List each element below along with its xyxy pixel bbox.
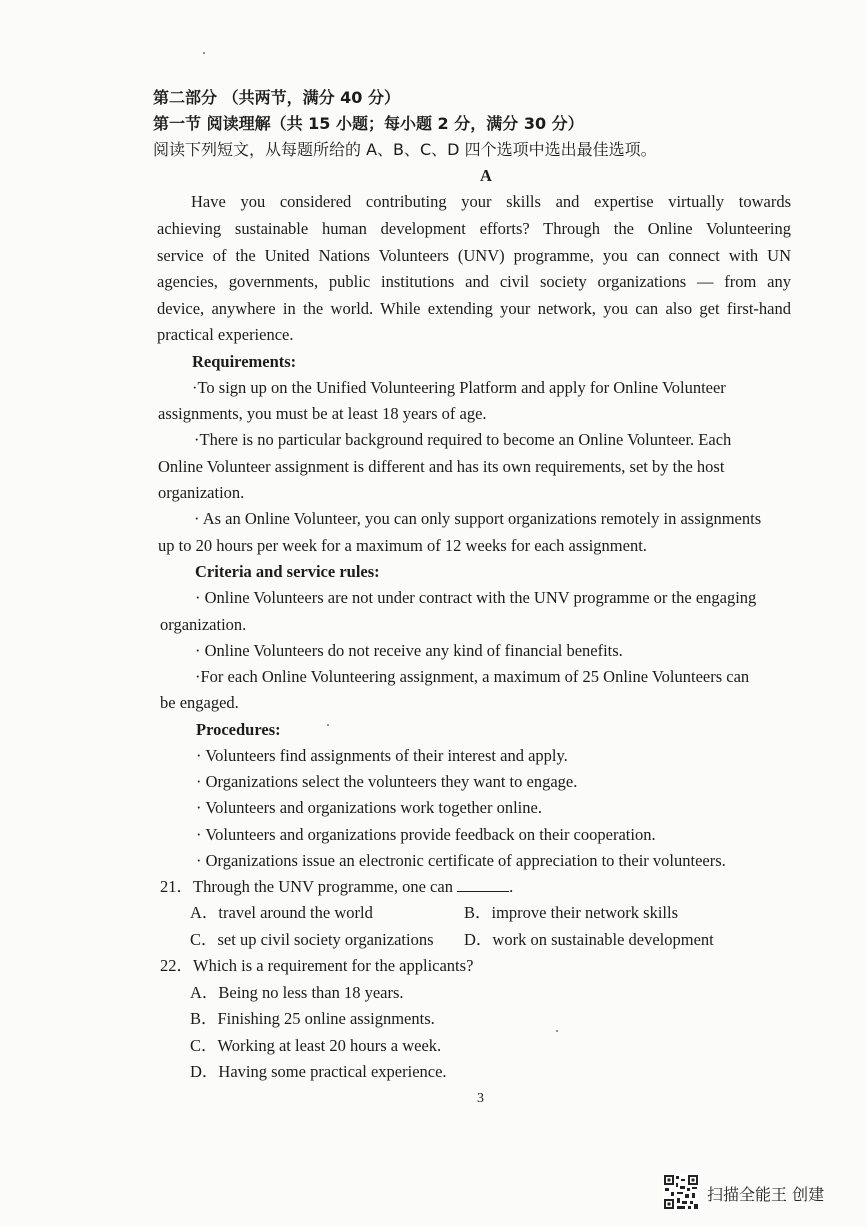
intro-line: practical experience. xyxy=(157,325,294,344)
part-heading: 第二部分 （共两节，满分 40 分） xyxy=(153,88,400,107)
requirements-line: organization. xyxy=(158,483,245,502)
requirements-line: · As an Online Volunteer, you can only support organizations remotely in assignments xyxy=(194,509,762,528)
procedures-heading: Procedures: xyxy=(196,720,281,739)
option-22-a: A．Being no less than 18 years. xyxy=(190,983,404,1002)
option-22-b: B．Finishing 25 online assignments. xyxy=(190,1009,435,1028)
scan-speck xyxy=(203,52,205,54)
section-heading: 第一节 阅读理解（共 15 小题；每小题 2 分，满分 30 分） xyxy=(153,114,584,133)
procedures-line: · Organizations issue an electronic certificate of appreciation to their volunteers. xyxy=(196,851,726,870)
intro-line: agencies, governments, public institutions and civil society organizations — from any xyxy=(157,272,791,291)
scan-speck xyxy=(327,724,329,726)
requirements-line: ·To sign up on the Unified Volunteering Platform and apply for Online Volunteer xyxy=(192,378,726,397)
criteria-line: be engaged. xyxy=(160,693,239,712)
procedures-line: · Volunteers and organizations provide feedback on their cooperation. xyxy=(196,825,656,844)
requirements-line: Online Volunteer assignment is different and has its own requirements, set by the host xyxy=(158,457,725,476)
option-21-a: A．travel around the world xyxy=(190,903,373,922)
intro-line: service of the United Nations Volunteers (UNV) programme, you can connect with UN xyxy=(157,246,791,265)
criteria-line: · Online Volunteers are not under contract with the UNV programme or the engaging xyxy=(195,588,757,607)
intro-line: achieving sustainable human development efforts? Through the Online Volunteering xyxy=(157,219,791,238)
answer-blank xyxy=(457,877,509,892)
page-number: 3 xyxy=(477,1091,484,1106)
option-22-c: C．Working at least 20 hours a week. xyxy=(190,1036,442,1055)
requirements-line: ·There is no particular background required to become an Online Volunteer. Each xyxy=(194,430,732,449)
scan-speck xyxy=(556,1030,558,1032)
requirements-line: assignments, you must be at least 18 years of age. xyxy=(158,404,487,423)
procedures-line: · Volunteers find assignments of their interest and apply. xyxy=(196,746,568,765)
question-21-stem: 21．Through the UNV programme, one can xyxy=(160,877,453,896)
criteria-line: · Online Volunteers do not receive any kind of financial benefits. xyxy=(195,641,623,660)
option-21-d: D．work on sustainable development xyxy=(464,930,714,949)
qr-code-icon xyxy=(663,1174,699,1210)
question-22-stem: 22．Which is a requirement for the applicants? xyxy=(160,956,474,975)
requirements-line: up to 20 hours per week for a maximum of 12 weeks for each assignment. xyxy=(158,536,647,555)
requirements-heading: Requirements: xyxy=(192,352,297,371)
question-21-end: . xyxy=(509,877,514,896)
criteria-line: organization. xyxy=(160,615,247,634)
passage-label: A xyxy=(480,166,492,185)
option-21-b: B．improve their network skills xyxy=(464,903,679,922)
intro-line: device, anywhere in the world. While extending your network, you can also get first-hand xyxy=(157,299,791,318)
criteria-heading: Criteria and service rules: xyxy=(195,562,380,581)
procedures-line: · Organizations select the volunteers they want to engage. xyxy=(196,772,578,791)
option-21-c: C．set up civil society organizations xyxy=(190,930,434,949)
instruction-text: 阅读下列短文，从每题所给的 A、B、C、D 四个选项中选出最佳选项。 xyxy=(153,140,657,159)
criteria-line: ·For each Online Volunteering assignment, a maximum of 25 Online Volunteers can xyxy=(195,667,750,686)
procedures-line: · Volunteers and organizations work together online. xyxy=(196,798,542,817)
scanner-watermark-text: 扫描全能王 创建 xyxy=(707,1185,825,1204)
intro-line: Have you considered contributing your skills and expertise virtually towards xyxy=(191,192,791,211)
question-21 xyxy=(160,877,513,897)
option-22-d: D．Having some practical experience. xyxy=(190,1062,447,1081)
